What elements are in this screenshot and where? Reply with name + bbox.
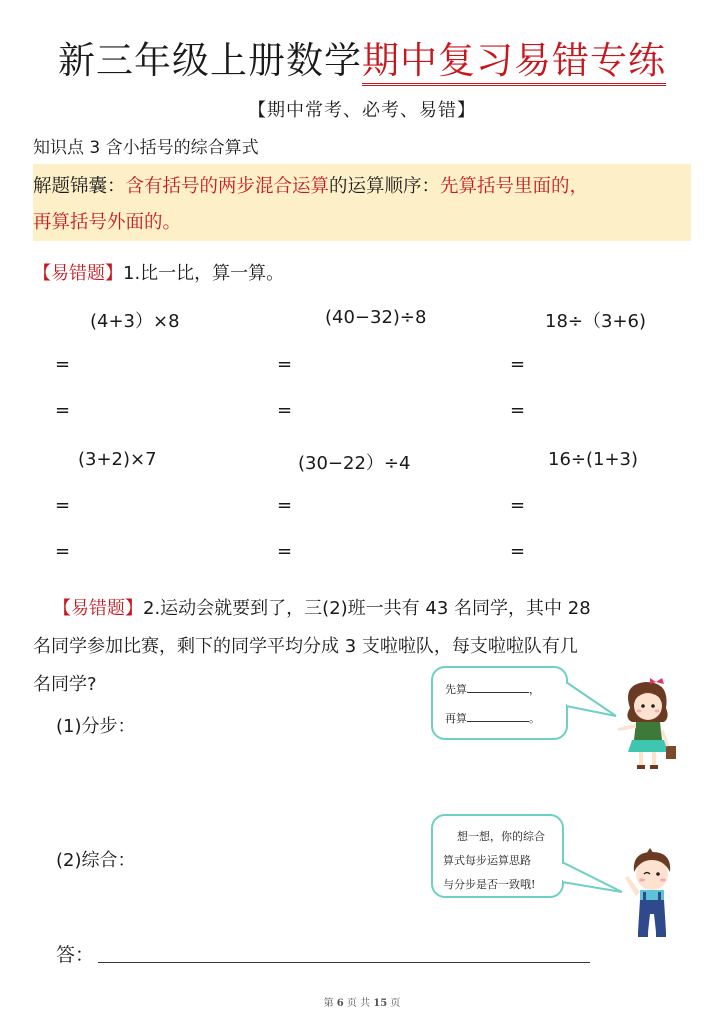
boy-speech-bubble: [431, 814, 564, 898]
equals-sign[interactable]: =: [510, 495, 526, 516]
tip-mid: 的运算顺序：: [329, 176, 441, 197]
tip-box: [33, 164, 691, 241]
equals-sign[interactable]: =: [510, 400, 526, 421]
girl-cartoon-icon: [612, 676, 682, 776]
answer-line[interactable]: [98, 962, 590, 963]
girl-speech-bubble: [431, 666, 568, 740]
title-red-part: 期中复习易错专练: [362, 39, 666, 86]
equals-sign[interactable]: =: [510, 354, 526, 375]
bubble-line-2: 算式每步运算思路: [443, 854, 531, 867]
expression-2: (40−32)÷8: [325, 307, 427, 328]
bubble-tail: [562, 860, 624, 900]
question-2-line-1: 【易错题】2.运动会就要到了，三(2)班一共有 43 名同学，其中 28: [53, 598, 591, 619]
expression-4: (3+2)×7: [78, 449, 157, 470]
page-footer: 第 6 页 共 15 页: [323, 998, 401, 1009]
tip-line-2: 再算括号外面的。: [33, 212, 182, 233]
equals-sign[interactable]: =: [55, 495, 71, 516]
bubble-tail: [566, 680, 618, 720]
tip-line-1: [33, 172, 588, 198]
tip-label: 解题锦囊：: [33, 176, 126, 197]
bubble-line-1: 想一想，你的综合: [457, 830, 545, 843]
page-title: [0, 38, 724, 84]
equals-sign[interactable]: =: [55, 541, 71, 562]
bubble-line-2: 再算 。: [445, 712, 540, 725]
current-page: 6: [336, 998, 344, 1009]
expression-6: 16÷(1+3): [548, 449, 639, 470]
bubble-line-3: 与分步是否一致哦!: [443, 878, 536, 891]
equals-sign[interactable]: =: [277, 354, 293, 375]
question-1-heading: [33, 259, 284, 285]
expression-5: (30−22）÷4: [298, 453, 411, 474]
tip-red-2: 先算括号里面的，: [440, 176, 589, 197]
tip-red-1: 含有括号的两步混合运算: [125, 176, 330, 197]
title-black-part: 新三年级上册数学: [58, 39, 362, 82]
step-by-step-label: (1)分步：: [56, 716, 136, 737]
fill-blank[interactable]: [467, 683, 529, 693]
bubble-line-1: 先算 ，: [445, 683, 540, 696]
fill-blank[interactable]: [467, 712, 529, 722]
equals-sign[interactable]: =: [277, 541, 293, 562]
question-2-line-3: 名同学?: [33, 674, 97, 695]
equals-sign[interactable]: =: [55, 400, 71, 421]
boy-cartoon-icon: [618, 846, 684, 950]
equals-sign[interactable]: =: [510, 541, 526, 562]
combined-label: (2)综合：: [56, 850, 136, 871]
answer-label: 答：: [56, 944, 95, 966]
expression-1: (4+3）×8: [90, 311, 180, 332]
equals-sign[interactable]: =: [55, 354, 71, 375]
question-1-tag: 【易错题】: [33, 263, 123, 284]
equals-sign[interactable]: =: [277, 400, 293, 421]
question-2-line-2: 名同学参加比赛，剩下的同学平均分成 3 支啦啦队，每支啦啦队有几: [33, 636, 578, 657]
total-pages: 15: [373, 998, 388, 1009]
equals-sign[interactable]: =: [277, 495, 293, 516]
page-subtitle: 【期中常考、必考、易错】: [248, 100, 476, 121]
question-1-text: 1.比一比，算一算。: [123, 263, 285, 284]
question-2-tag: 【易错题】: [53, 598, 143, 619]
knowledge-point-heading: 知识点 3 含小括号的综合算式: [33, 138, 259, 158]
expression-3: 18÷（3+6): [545, 311, 646, 332]
